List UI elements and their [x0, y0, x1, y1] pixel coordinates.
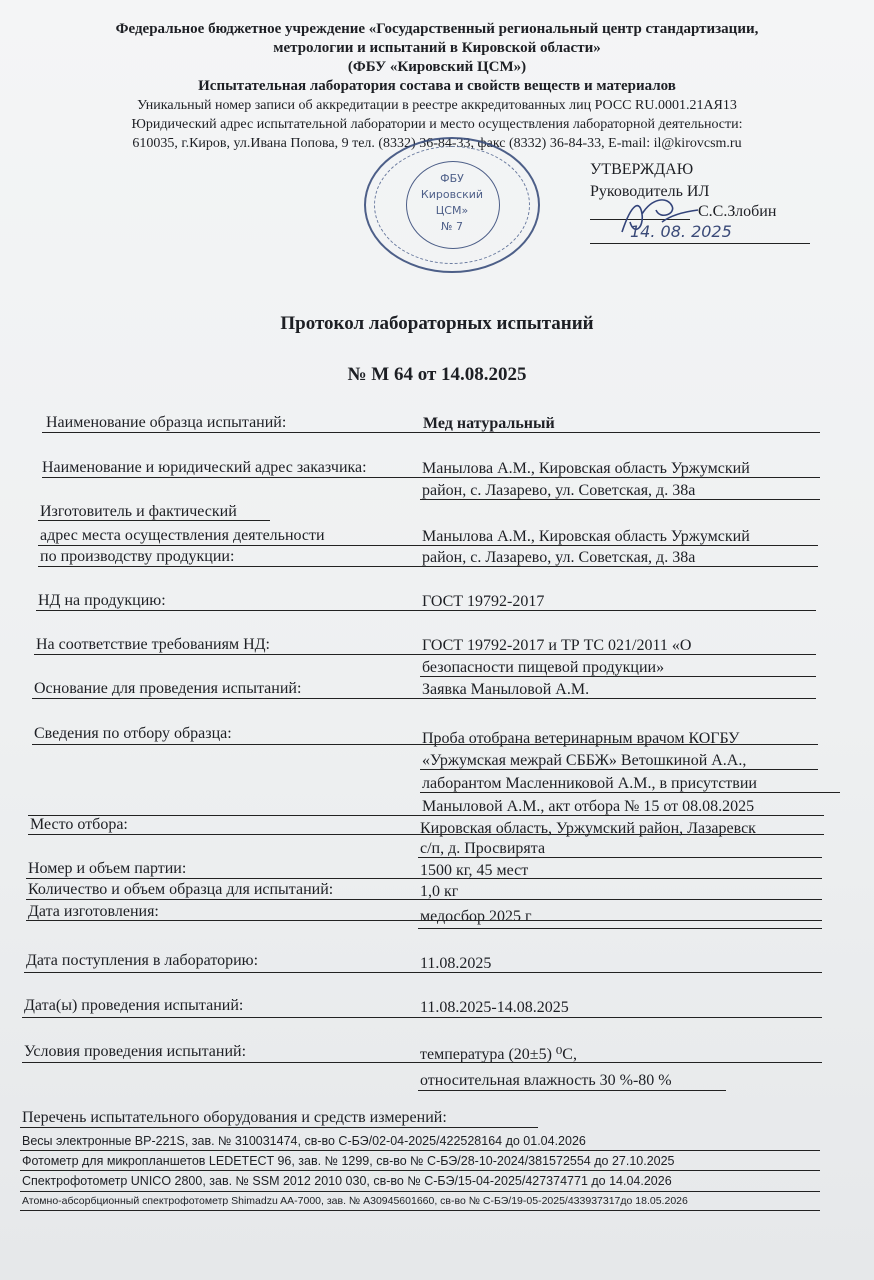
compliance-label: На соответствие требованиям НД:	[36, 636, 270, 653]
rule-equipment-4	[20, 1210, 820, 1211]
sample-name-label: Наименование образца испытаний:	[46, 414, 287, 431]
rule-mfg-date	[26, 920, 822, 921]
rule-basis	[32, 698, 816, 699]
place-value-line2: с/п, д. Просвирята	[420, 840, 546, 857]
stamp-text-line4: № 7	[441, 220, 463, 233]
rule-place-1	[28, 834, 824, 835]
rule-sampling-3	[420, 792, 840, 793]
lab-address-line2: 610035, г.Киров, ул.Ивана Попова, 9 тел. (8332) 36-84-33, факс (8332) 36-84-33, E-mail: il@kirovcsm.ru	[132, 136, 742, 151]
compliance-value-line1: ГОСТ 19792-2017 и ТР ТС 021/2011 «О	[422, 637, 692, 654]
org-name-line2: метрологии и испытаний в Кировской области»	[273, 40, 601, 56]
approver-name: С.С.Злобин	[698, 203, 777, 220]
rule-compliance-1	[34, 654, 816, 655]
nd-value: ГОСТ 19792-2017	[422, 593, 545, 610]
maker-label-line2: адрес места осуществления деятельности	[40, 527, 325, 544]
rule-nd	[36, 610, 816, 611]
rule-maker-2	[38, 566, 818, 567]
mfg-date-label: Дата изготовления:	[28, 903, 159, 920]
rule-equipment-heading	[20, 1127, 538, 1128]
rule-maker-label-1	[38, 520, 270, 521]
receipt-label: Дата поступления в лабораторию:	[26, 952, 259, 969]
sample-name-value: Мед натуральный	[423, 415, 555, 432]
equipment-item-2: Фотометр для микропланшетов LEDETECT 96, зав. № 1299, св-во № С-БЭ/28-10-2024/381572554 до 27.10.2025	[22, 1154, 675, 1168]
customer-value-line1: Манылова А.М., Кировская область Уржумский	[422, 460, 750, 477]
rule-equipment-1	[20, 1150, 820, 1151]
conditions-value-line2: относительная влажность 30 %-80 %	[420, 1072, 672, 1089]
rule-batch	[26, 878, 822, 879]
sampling-value-line2: «Уржумская межрай СББЖ» Ветошкиной А.А.,	[422, 752, 747, 769]
maker-value-line2: район, с. Лазарево, ул. Советская, д. 38а	[422, 549, 696, 566]
approval-role: Руководитель ИЛ	[590, 183, 710, 200]
qty-label: Количество и объем образца для испытаний:	[28, 881, 334, 898]
equipment-item-3: Спектрофотометр UNICO 2800, зав. № SSM 2012 2010 030, св-во № С-БЭ/15-04-2025/427374771 до 14.04.2026	[22, 1174, 672, 1188]
stamp-text	[406, 171, 498, 235]
lab-name: Испытательная лаборатория состава и свойств веществ и материалов	[198, 78, 676, 94]
rule-compliance-2	[420, 676, 816, 677]
organization-stamp	[364, 137, 540, 273]
conditions-value-line1: температура (20±5) ⁰С,	[420, 1046, 577, 1063]
rule-equipment-2	[20, 1170, 820, 1171]
approval-date-line	[590, 243, 810, 244]
customer-label: Наименование и юридический адрес заказчика:	[42, 459, 367, 476]
sampling-label: Сведения по отбору образца:	[34, 725, 232, 742]
test-dates-label: Дата(ы) проведения испытаний:	[24, 997, 244, 1014]
customer-value-line2: район, с. Лазарево, ул. Советская, д. 38а	[422, 482, 696, 499]
equipment-item-4: Атомно-абсорбционный спектрофотометр Shimadzu AA-7000, зав. № А30945601660, св-во № С-БЭ/19-05-2025/433937317до 18.05.2026	[22, 1195, 688, 1207]
rule-conditions-1	[22, 1062, 822, 1063]
place-label: Место отбора:	[30, 816, 128, 833]
compliance-value-line2: безопасности пищевой продукции»	[422, 659, 665, 676]
maker-label-line1: Изготовитель и фактический	[40, 503, 237, 520]
stamp-text-line3: ЦСМ»	[435, 204, 469, 217]
batch-label: Номер и объем партии:	[28, 860, 187, 877]
protocol-number: № М 64 от 14.08.2025	[347, 364, 527, 385]
lab-address-line1: Юридический адрес испытательной лаборатории и место осуществления лабораторной деятельности:	[131, 117, 743, 132]
accreditation-number: Уникальный номер записи об аккредитации в реестре аккредитованных лиц РОСС RU.0001.21АЯ13	[137, 98, 737, 113]
protocol-title: Протокол лабораторных испытаний	[280, 313, 594, 334]
receipt-value: 11.08.2025	[420, 955, 492, 972]
sampling-value-line1: Проба отобрана ветеринарным врачом КОГБУ	[422, 730, 740, 747]
maker-label-line3: по производству продукции:	[40, 548, 235, 565]
conditions-label: Условия проведения испытаний:	[24, 1043, 247, 1060]
org-short-name: (ФБУ «Кировский ЦСМ»)	[347, 59, 527, 75]
rule-sample-name	[42, 432, 820, 433]
sampling-value-line3: лаборантом Масленниковой А.М., в присутствии	[422, 775, 757, 792]
rule-maker-1	[38, 545, 818, 546]
sampling-value-line4: Маныловой А.М., акт отбора № 15 от 08.08.2025	[422, 798, 755, 815]
rule-test-dates	[22, 1017, 822, 1018]
rule-sampling-4	[28, 815, 824, 816]
test-dates-value: 11.08.2025-14.08.2025	[420, 999, 569, 1016]
rule-sampling-1	[32, 744, 818, 745]
place-value-line1: Кировская область, Уржумский район, Лазаревск	[420, 820, 756, 837]
mfg-date-value: медосбор 2025 г	[420, 908, 532, 925]
qty-value: 1,0 кг	[420, 883, 459, 900]
rule-conditions-2	[418, 1090, 726, 1091]
stamp-text-line1: ФБУ	[440, 172, 464, 185]
rule-place-2	[418, 857, 822, 858]
basis-value: Заявка Маныловой А.М.	[422, 681, 590, 698]
rule-customer-1	[42, 477, 820, 478]
equipment-item-1: Весы электронные ВР-221S, зав. № 310031474, св-во С-БЭ/02-04-2025/422528164 до 01.04.2026	[22, 1134, 586, 1148]
rule-qty	[26, 899, 822, 900]
equipment-heading: Перечень испытательного оборудования и средств измерений:	[22, 1109, 447, 1126]
maker-value-line1: Манылова А.М., Кировская область Уржумский	[422, 528, 750, 545]
approval-title: УТВЕРЖДАЮ	[590, 161, 694, 178]
nd-label: НД на продукцию:	[38, 592, 166, 609]
basis-label: Основание для проведения испытаний:	[34, 680, 302, 697]
rule-mfg-date-2	[418, 928, 822, 929]
rule-customer-2	[420, 499, 820, 500]
batch-value: 1500 кг, 45 мест	[420, 862, 529, 879]
stamp-text-line2: Кировский	[420, 188, 484, 201]
approval-date-handwritten: 14. 08. 2025	[630, 222, 732, 241]
rule-equipment-3	[20, 1191, 820, 1192]
rule-receipt	[24, 972, 822, 973]
org-name-line1: Федеральное бюджетное учреждение «Государственный региональный центр стандартизации,	[115, 21, 759, 37]
rule-sampling-2	[420, 769, 818, 770]
